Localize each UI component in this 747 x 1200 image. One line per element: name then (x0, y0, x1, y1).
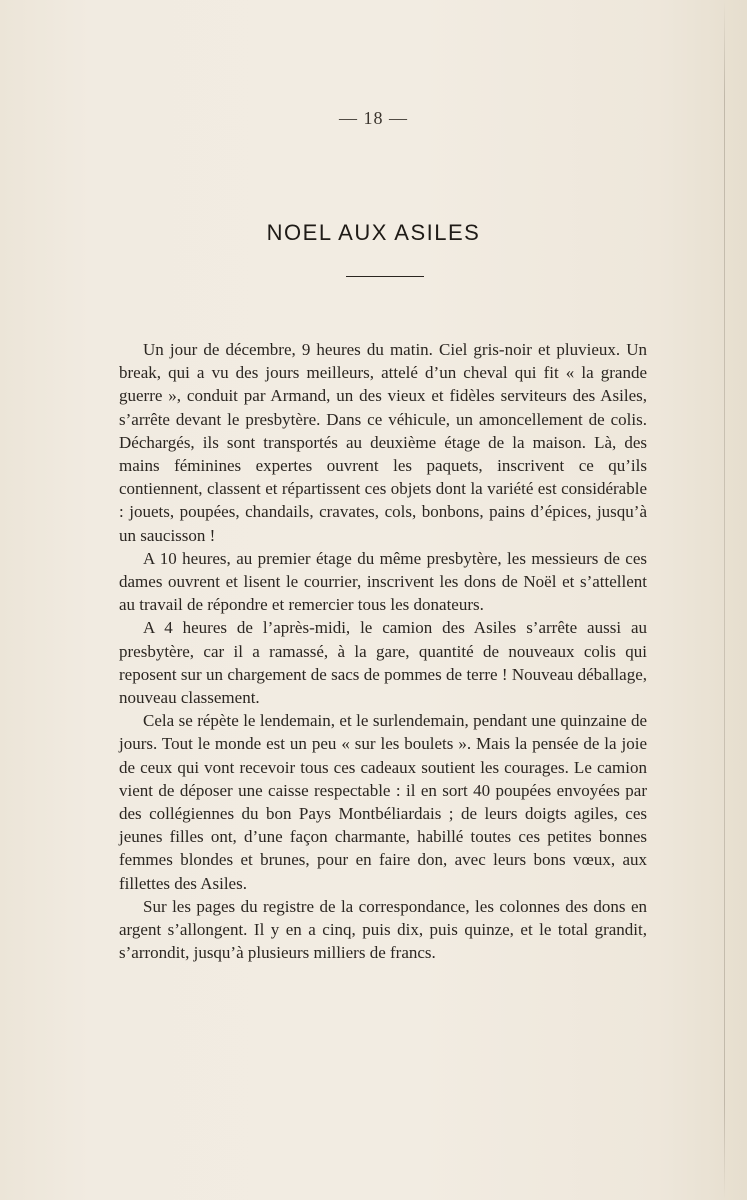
paragraph-5: Sur les pages du registre de la correspondance, les colonnes des dons en argent s’allongent. Il y en a cinq, puis dix, puis quinze, et le total grandit, s’arrondit, jusqu’à plusieurs milliers de francs. (119, 896, 647, 963)
paragraph-4: Cela se répète le lendemain, et le surlendemain, pendant une quinzaine de jours. Tout le monde est un peu « sur les boulets ». Mais la pensée de la joie de ceux qui vont recevoir tous ces cadeaux soutient les courages. Le camion vient de déposer une caisse respectable : il en sort 40 poupées envoyées par des collégiennes du bon Pays Montbéliardais ; de leurs doigts agiles, ces jeunes filles ont, d’une façon charmante, habillé toutes ces petites bonnes femmes blondes et brunes, pour en faire don, avec leurs bons vœux, aux fillettes des Asiles. (119, 711, 647, 893)
paper-fold-line (724, 0, 725, 1200)
paragraph-2: A 10 heures, au premier étage du même presbytère, les messieurs de ces dames ouvrent et lisent le courrier, inscrivent les dons de Noël et s’attellent au travail de répondre et remercier tous les donateurs. (119, 548, 647, 615)
body-text (119, 338, 647, 964)
paragraph-3: A 4 heures de l’après-midi, le camion des Asiles s’arrête aussi au presbytère, car il a ramassé, à la gare, quantité de nouveaux colis qui reposent sur un chargement de sacs de pommes de terre ! Nouveau déballage, nouveau classement. (119, 618, 647, 708)
paragraph-1: Un jour de décembre, 9 heures du matin. Ciel gris-noir et pluvieux. Un break, qui a vu des jours meilleurs, attelé d’un cheval qui fit « la grande guerre », conduit par Armand, un des vieux et fidèles serviteurs des Asiles, s’arrête devant le presbytère. Dans ce véhicule, un amoncellement de colis. Déchargés, ils sont transportés au deuxième étage de la maison. Là, des mains féminines expertes ouvrent les paquets, inscrivent ce qu’ils contiennent, classent et répartissent ces objets dont la variété est considérable : jouets, poupées, chandails, cravates, cols, bonbons, pains d’épices, jusqu’à un saucisson ! (119, 340, 647, 545)
title-underline-divider (346, 276, 424, 277)
chapter-title: NOEL AUX ASILES (266, 220, 481, 245)
page-number: — 18 — (339, 108, 408, 128)
